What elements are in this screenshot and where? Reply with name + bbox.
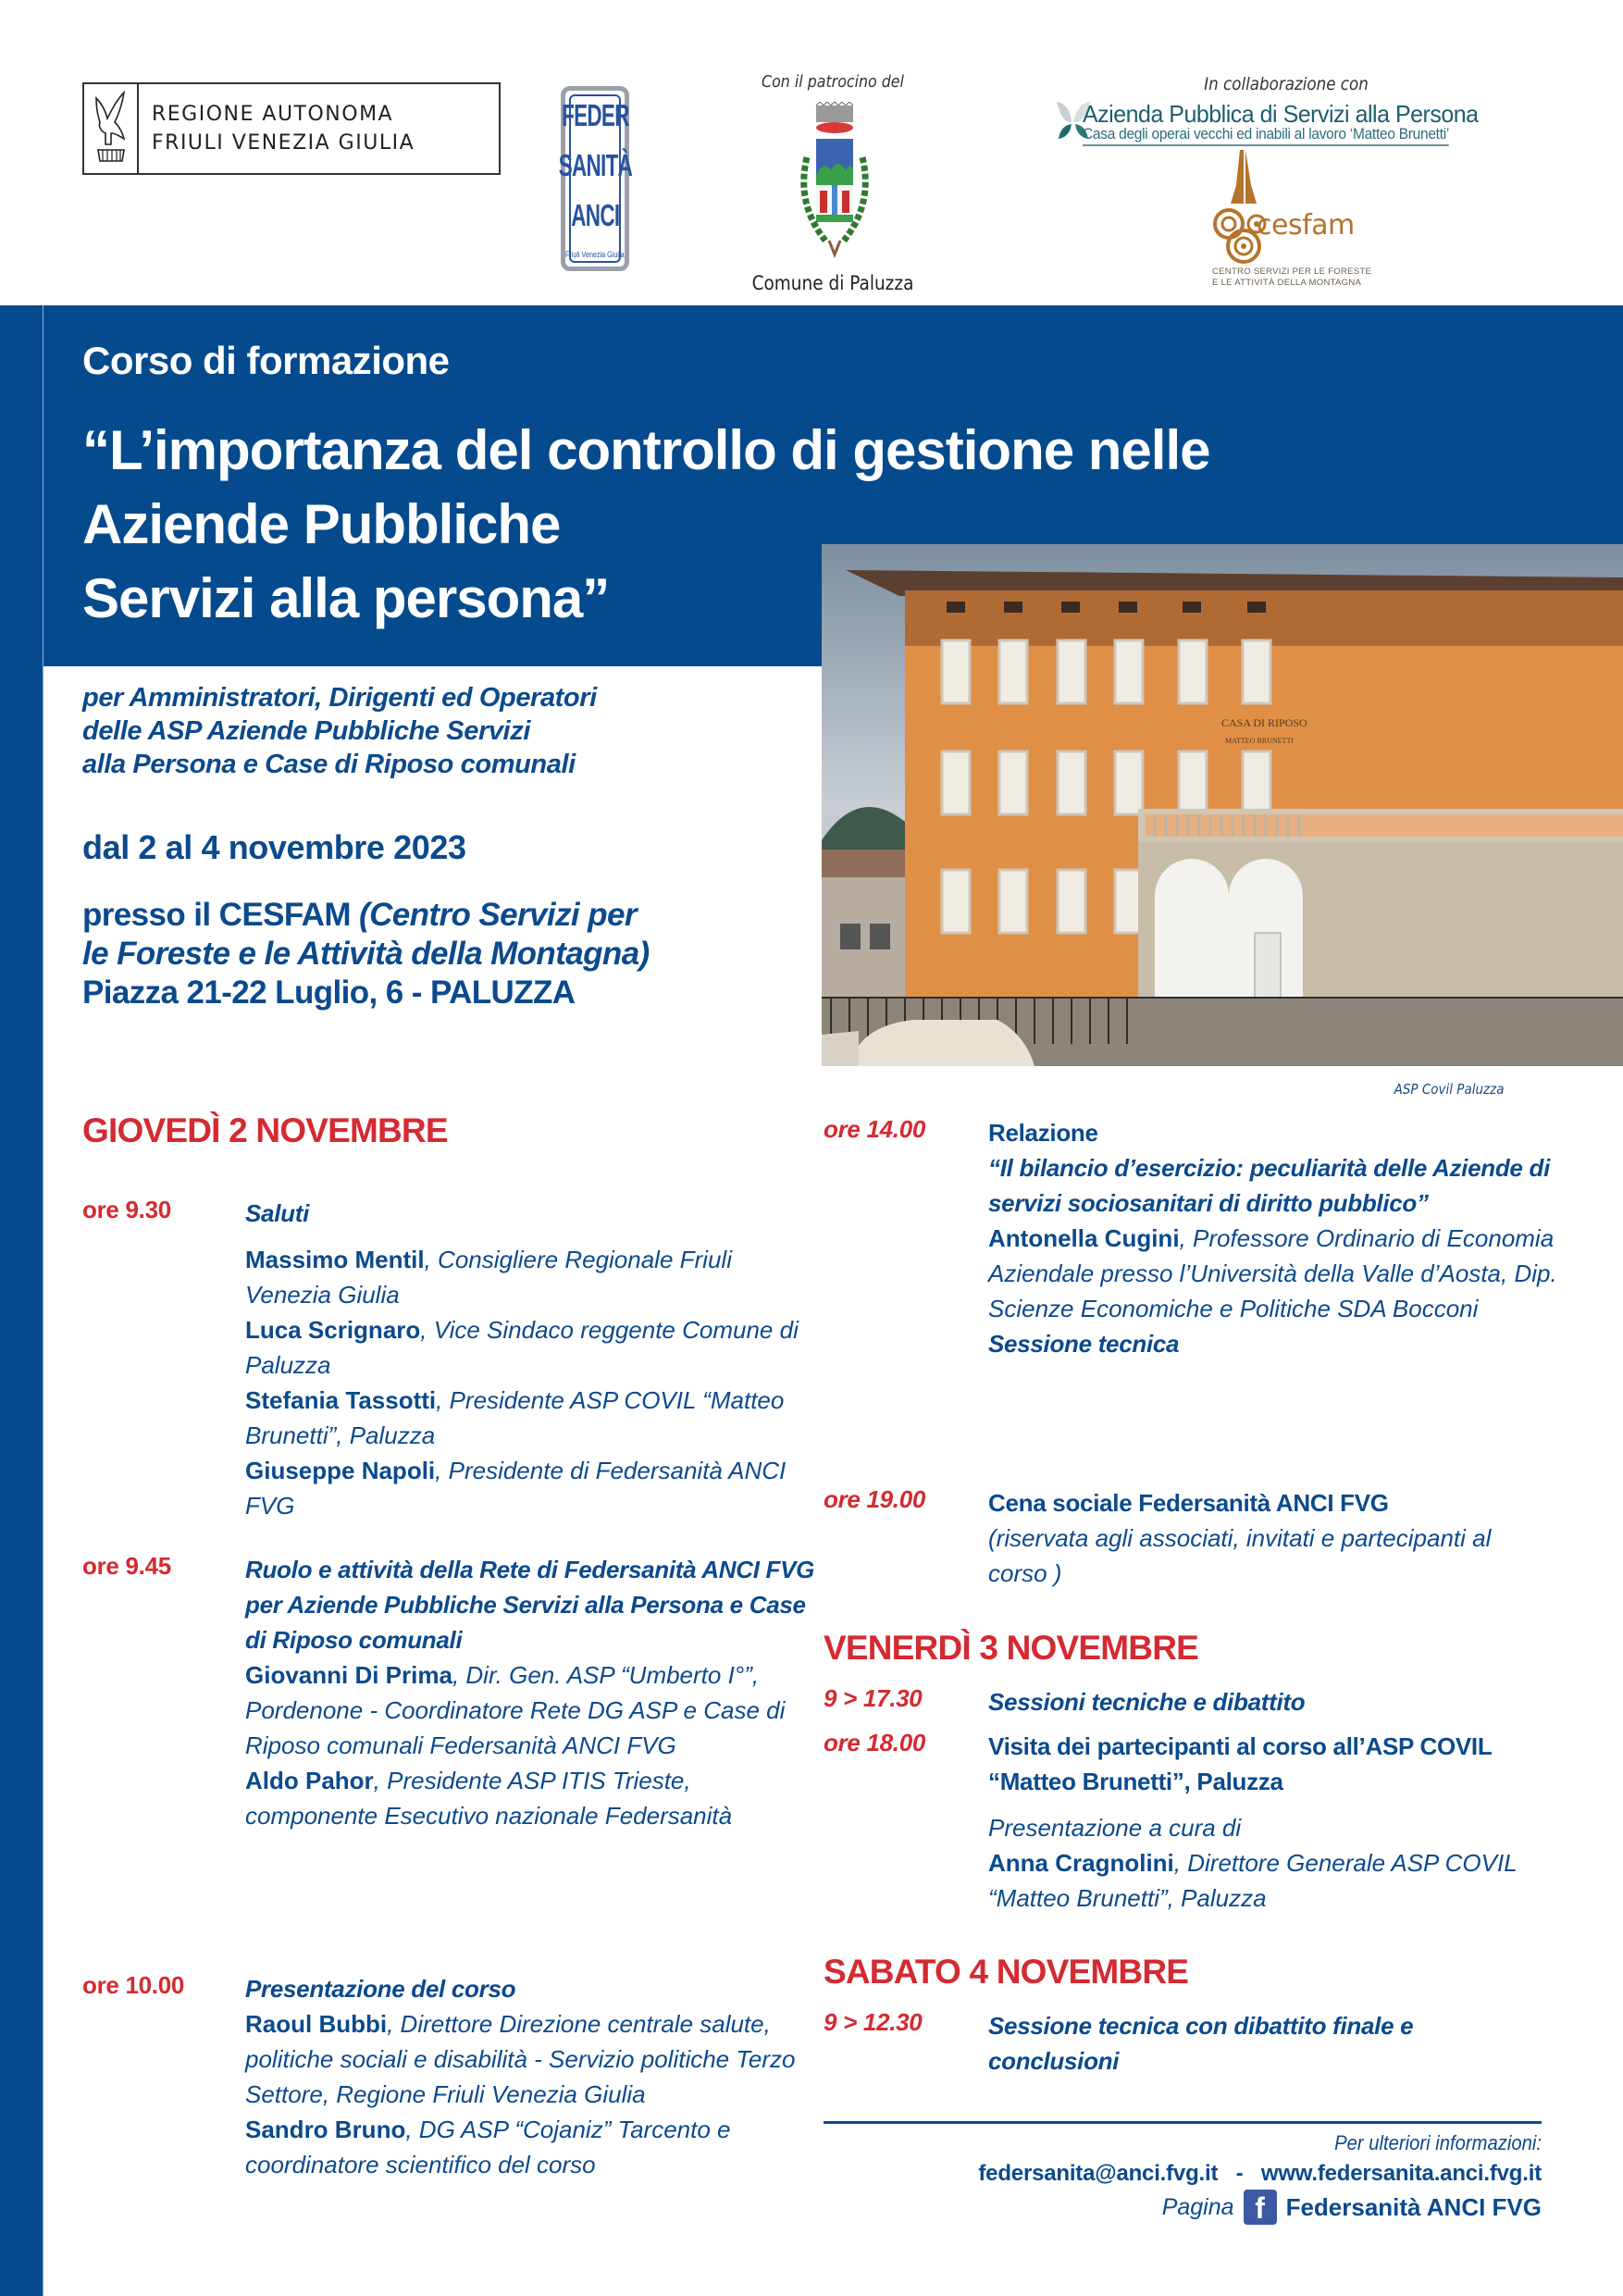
facebook-icon[interactable]: f	[1244, 2190, 1277, 2225]
comune-label: Comune di Paluzza	[751, 272, 914, 294]
speaker-role: , Consigliere Regionale Friuli Venezia Giulia	[245, 1246, 732, 1309]
slot-time: 9 > 17.30	[824, 1684, 923, 1712]
course-title-line3: Servizi alla persona”	[82, 567, 610, 629]
cesfam-subtitle	[1212, 267, 1388, 289]
speaker	[245, 1383, 819, 1453]
facebook-page[interactable]	[824, 2190, 1542, 2225]
speaker	[988, 1221, 1562, 1326]
federsanita-anci-logo	[558, 86, 632, 271]
target-audience	[82, 681, 597, 781]
audience-line3: alla Persona e Case di Riposo comunali	[82, 750, 576, 779]
speaker	[245, 1453, 819, 1523]
asp-title: Azienda Pubblica di Servizi alla Persona	[1083, 100, 1479, 128]
slot-topic: Cena sociale Federsanità ANCI FVG	[988, 1489, 1389, 1517]
cesfam-subtitle-line2: E LE ATTIVITÀ DELLA MONTAGNA	[1212, 278, 1362, 288]
photo-caption: ASP Covil Paluzza	[1394, 1081, 1505, 1098]
speaker-role: , Presidente di Federsanità ANCI FVG	[245, 1457, 787, 1520]
slot-time: ore 9.45	[82, 1552, 171, 1580]
slot-closing: Sessione tecnica	[988, 1330, 1180, 1358]
slot-note: (riservata agli associati, invitati e partecipanti al corso )	[988, 1524, 1492, 1587]
speaker	[245, 1763, 819, 1833]
course-venue	[82, 896, 650, 1012]
slot-topic: Saluti	[245, 1199, 309, 1227]
slot-topic: Presentazione del corso	[245, 1975, 516, 2003]
speaker-role: , Presidente ASP COVIL “Matteo Brunetti”, Paluzza	[245, 1386, 785, 1449]
speaker-name: Antonella Cugini	[988, 1224, 1180, 1252]
slot-time: ore 19.00	[824, 1485, 926, 1513]
collaborazione-label: In collaborazione con	[1204, 74, 1369, 94]
speaker-name: Raoul Bubbi	[245, 2010, 388, 2038]
speaker	[245, 1657, 819, 1763]
eagle-icon	[84, 84, 139, 173]
slot-time: 9 > 12.30	[824, 2008, 923, 2036]
tree-rings-icon	[1212, 148, 1286, 265]
venue-description-1: (Centro Servizi per	[350, 897, 637, 933]
slot-time: ore 10.00	[82, 1971, 185, 1999]
audience-line1: per Amministratori, Dirigenti ed Operatori	[82, 683, 597, 713]
region-line-1: REGIONE AUTONOMA	[152, 103, 394, 126]
speaker-role: , Dir. Gen. ASP “Umberto I°”, Pordenone - Coordinatore Rete DG ASP e Case di Riposo comunali Federsanità ANCI FVG	[245, 1661, 786, 1759]
region-line-2: FRIULI VENEZIA GIULIA	[152, 131, 415, 155]
slot-subtopic: “Il bilancio d’esercizio: peculiarità delle Aziende di servizi sociosanitari di diritto pubblico”	[988, 1154, 1551, 1217]
speaker	[245, 2112, 819, 2182]
speaker	[245, 1242, 819, 1312]
venue-address: Piazza 21-22 Luglio, 6 - PALUZZA	[82, 974, 576, 1011]
footer-divider	[824, 2121, 1542, 2124]
contact-info	[824, 2128, 1542, 2225]
patrocinio-label: Con il patrocino del	[762, 72, 904, 92]
slot-note: Presentazione a cura di	[988, 1814, 1242, 1842]
comune-crest-icon	[788, 102, 881, 264]
contact-separator: -	[1218, 2161, 1261, 2186]
cesfam-wordmark: cesfam	[1257, 209, 1355, 242]
course-kicker: Corso di formazione	[82, 339, 450, 382]
speaker-role: , Presidente ASP ITIS Trieste, componente Esecutivo nazionale Federsanità	[245, 1767, 733, 1830]
left-blue-stripe	[0, 305, 43, 2296]
speaker-role: , Direttore Generale ASP COVIL “Matteo Brunetti”, Paluzza	[988, 1849, 1518, 1912]
region-name	[139, 84, 415, 173]
slot-time: ore 9.30	[82, 1196, 171, 1223]
slot-topic: Relazione	[988, 1119, 1098, 1147]
federsanita-logo-line1: FEDER	[561, 98, 629, 132]
speaker-name: Giovanni Di Prima	[245, 1661, 452, 1689]
day-heading-sabato: SABATO 4 NOVEMBRE	[824, 1953, 1189, 1991]
email-link[interactable]: federsanita@anci.fvg.it	[978, 2161, 1219, 2186]
speaker-name: Aldo Pahor	[245, 1767, 374, 1794]
venue-description-2: le Foreste e le Attività della Montagna)	[82, 936, 650, 972]
day-heading-giovedi: GIOVEDÌ 2 NOVEMBRE	[82, 1111, 448, 1149]
slot-time: ore 14.00	[824, 1115, 926, 1143]
contact-label: Per ulteriori informazioni:	[1334, 2131, 1542, 2154]
speaker-name: Sandro Bruno	[245, 2116, 406, 2143]
speaker-name: Stefania Tassotti	[245, 1386, 437, 1414]
slot-topic: Ruolo e attività della Rete di Federsanità ANCI FVG per Aziende Pubbliche Servizi alla Persona e Case di Riposo comunali	[245, 1556, 815, 1654]
facebook-page-name[interactable]: Federsanità ANCI FVG	[1285, 2193, 1542, 2221]
speaker-role: , Direttore Direzione centrale salute, politiche sociali e disabilità - Servizio politiche Terzo Settore, Regione Friuli Venezia Giulia	[245, 2010, 796, 2108]
speaker-name: Luca Scrignaro	[245, 1316, 421, 1344]
cesfam-logo	[1212, 148, 1388, 296]
speaker	[245, 1312, 819, 1383]
regione-fvg-logo	[82, 82, 501, 175]
speaker	[245, 2006, 819, 2112]
contact-links	[824, 2158, 1542, 2190]
day-heading-venerdi: VENERDÌ 3 NOVEMBRE	[824, 1629, 1199, 1667]
slot-topic: Visita dei partecipanti al corso all’ASP COVIL “Matteo Brunetti”, Paluzza	[988, 1732, 1492, 1795]
slot-topic: Sessioni tecniche e dibattito	[988, 1688, 1306, 1716]
speaker	[988, 1845, 1562, 1916]
slot-time: ore 18.00	[824, 1729, 926, 1756]
building-photo	[822, 544, 1623, 1066]
federsanita-logo-line3: ANCI	[570, 198, 620, 232]
speaker-name: Giuseppe Napoli	[245, 1457, 436, 1484]
speaker-role: , DG ASP “Cojaniz” Tarcento e coordinatore scientifico del corso	[245, 2116, 731, 2178]
website-link[interactable]: www.federsanita.anci.fvg.it	[1260, 2161, 1542, 2186]
asp-subtitle: Casa degli operai vecchi ed inabili al lavoro ‘Matteo Brunetti’	[1083, 126, 1449, 146]
slot-topic: Sessione tecnica con dibattito finale e conclusioni	[988, 2012, 1414, 2075]
speaker-name: Massimo Mentil	[245, 1246, 425, 1273]
speaker-role: , Professore Ordinario di Economia Aziendale presso l’Università della Valle d’Aosta, Dip. Scienze Economiche e Politiche SDA Bocconi	[988, 1224, 1557, 1322]
course-title-line2: Aziende Pubbliche	[82, 493, 561, 555]
cesfam-subtitle-line1: CENTRO SERVIZI PER LE FORESTE	[1212, 267, 1372, 277]
pagina-label: Pagina	[1161, 2194, 1234, 2220]
venue-name: presso il CESFAM	[82, 897, 351, 933]
facade-inscription-line2: MATTEO BRUNETTI	[1225, 737, 1294, 745]
course-dates: dal 2 al 4 novembre 2023	[82, 828, 466, 866]
asp-brunetti-logo	[1055, 100, 1545, 144]
federsanita-logo-line4: Friuli Venezia Giulia	[565, 250, 625, 259]
federsanita-logo-line2: SANITÀ	[558, 148, 632, 182]
speaker-name: Anna Cragnolini	[988, 1849, 1174, 1877]
speaker-role: , Vice Sindaco reggente Comune di Paluzza	[245, 1316, 799, 1379]
course-title-line1: “L’importanza del controllo di gestione nelle	[82, 419, 1210, 481]
facade-inscription-line1: CASA DI RIPOSO	[1221, 716, 1307, 729]
audience-line2: delle ASP Aziende Pubbliche Servizi	[82, 716, 530, 746]
